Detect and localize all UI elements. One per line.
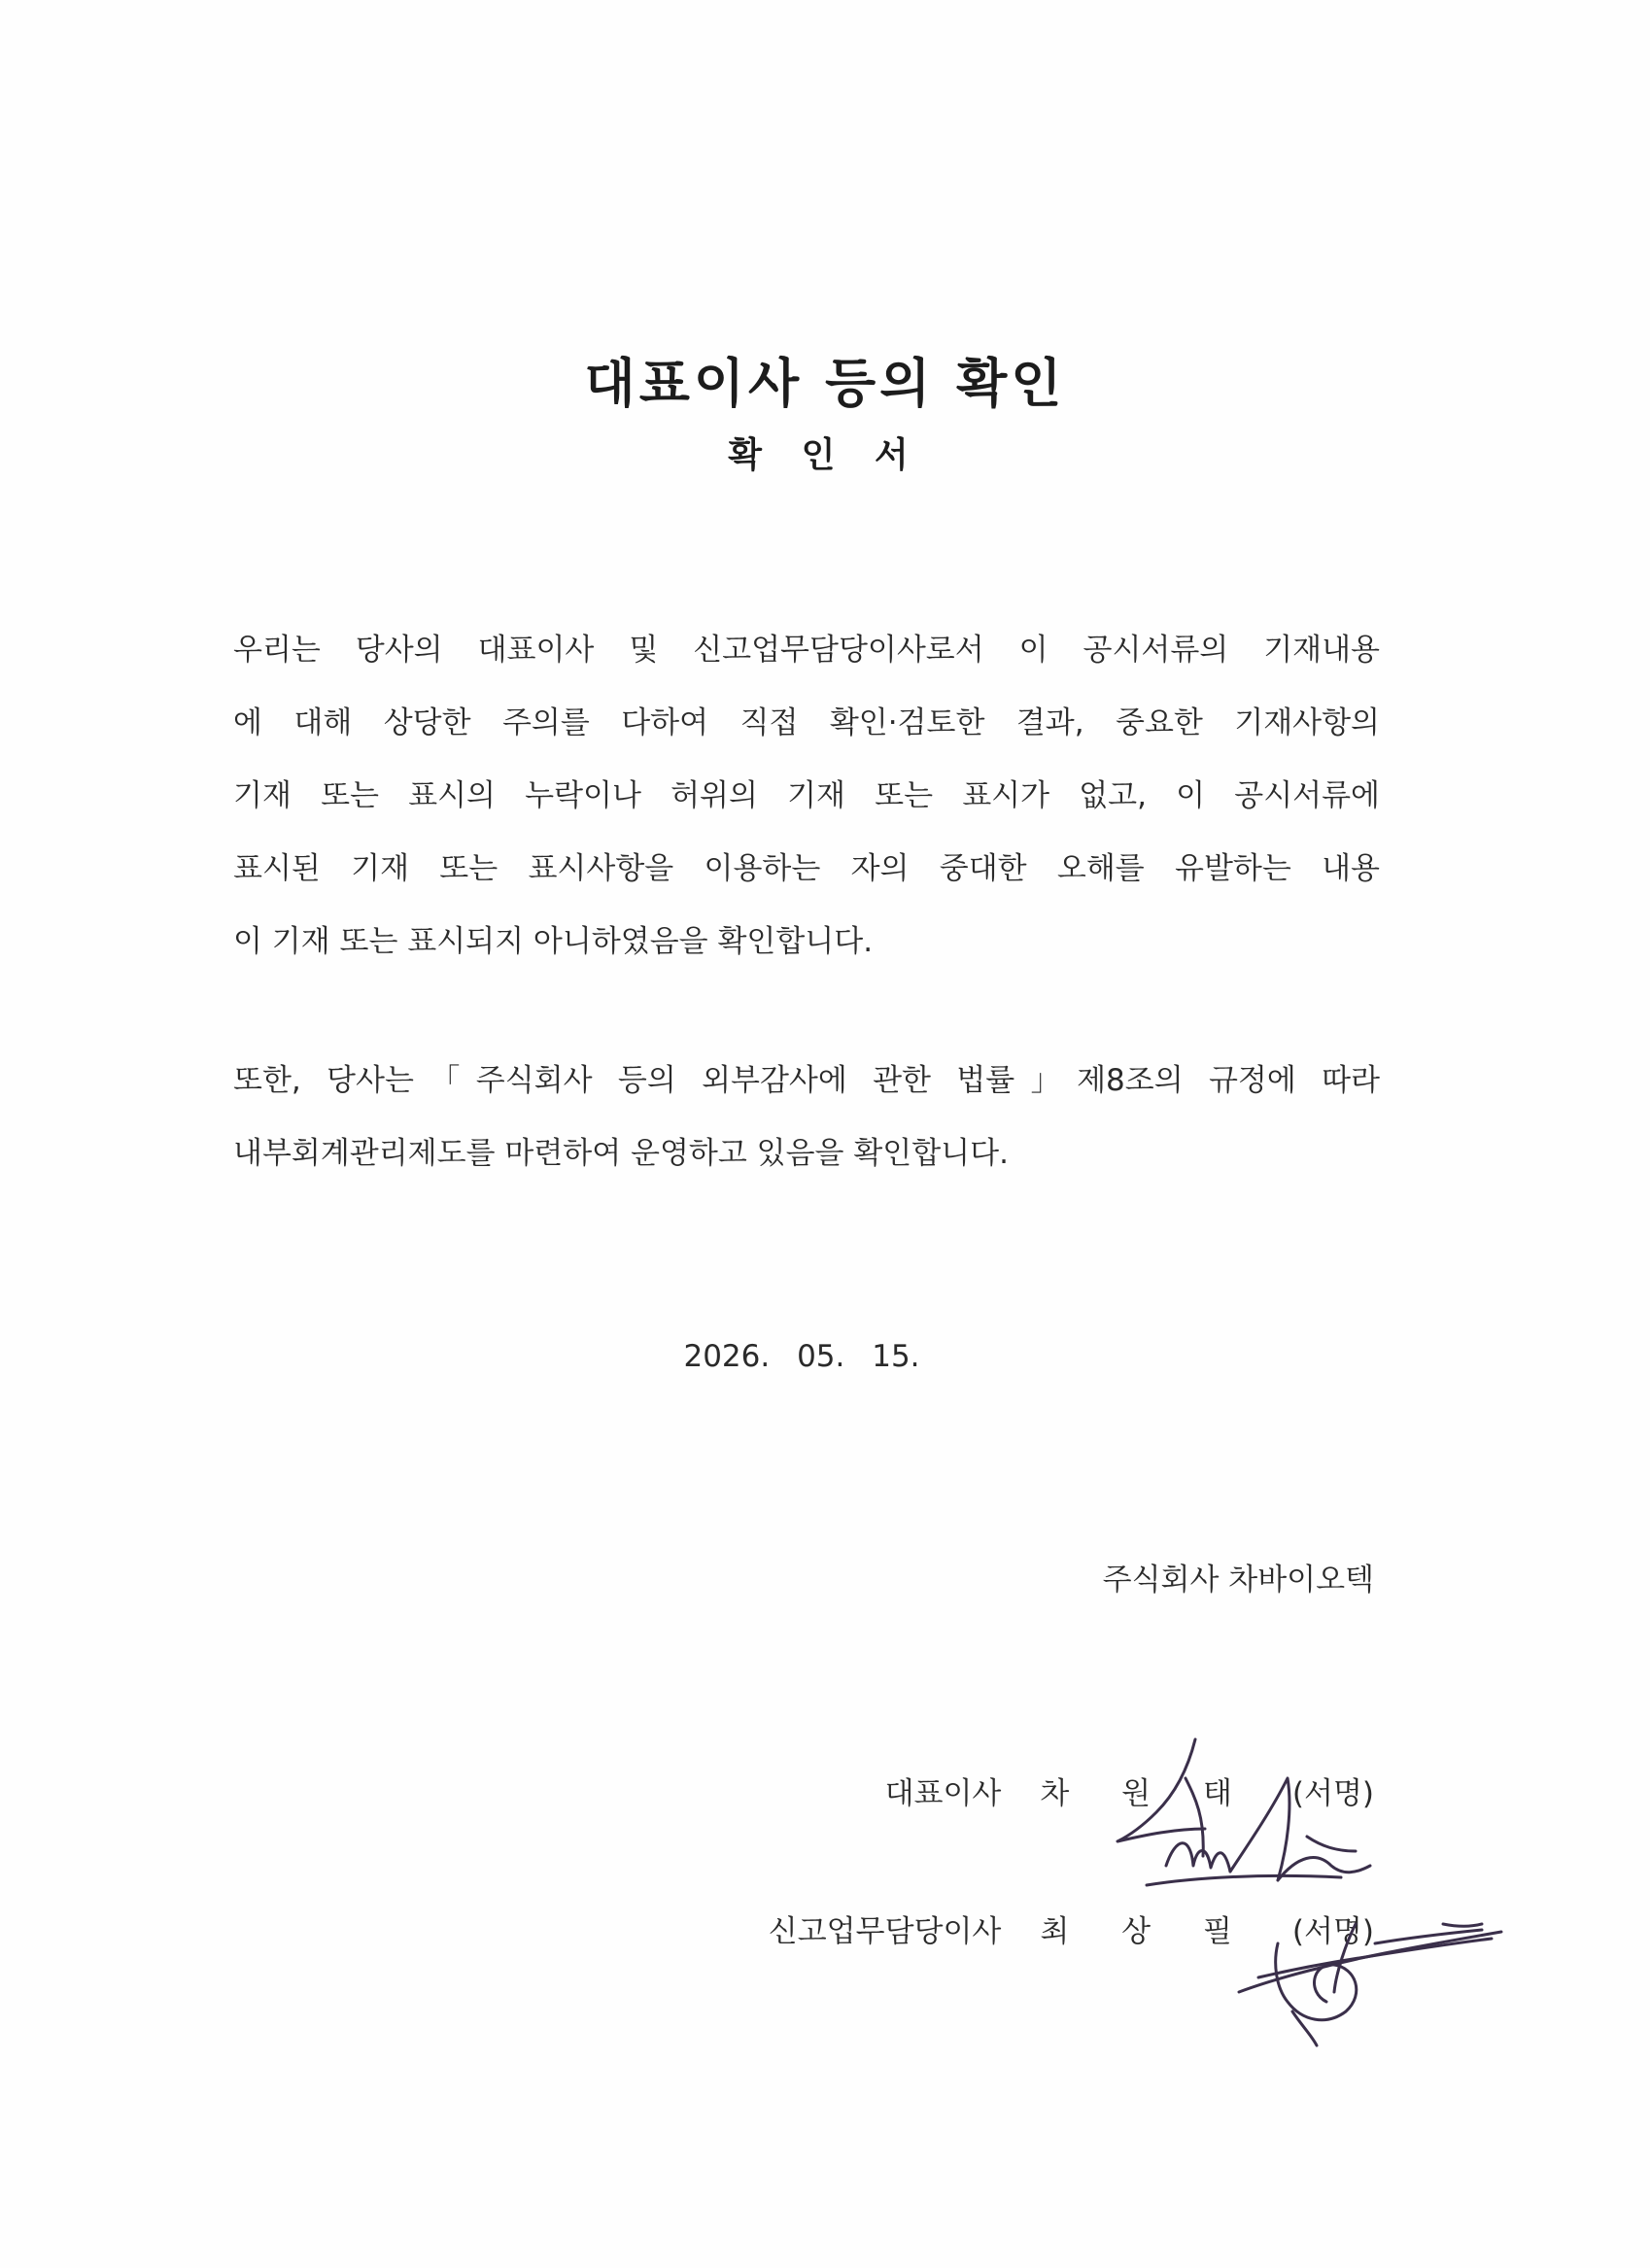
internal-control-paragraph [233,1045,1380,1190]
signatory-name: 최 상 필 [1040,1914,1254,1949]
paragraph-line: 이 기재 또는 표시되지 아니하였음을 확인합니다. [233,924,874,959]
document-subtitle: 확 인 서 [728,435,922,475]
signatory-role: 신고업무담당이사 [768,1914,1002,1949]
sign-label: (서명) [1291,1914,1374,1949]
sign-label: (서명) [1291,1776,1374,1811]
officer-handwritten-signature [1220,1885,1511,2050]
document-title: 대표이사 등의 확인 [584,353,1066,414]
paragraph-line: 내부회계관리제도를 마련하여 운영하고 있음을 확인합니다. [233,1136,1009,1171]
paragraph-line: 에 대해 상당한 주의를 다하여 직접 확인·검토한 결과, 중요한 기재사항의 [233,705,1380,740]
signatory-name: 차 원 태 [1040,1776,1254,1811]
paragraph-line: 기재 또는 표시의 누락이나 허위의 기재 또는 표시가 없고, 이 공시서류에 [233,778,1380,813]
company-name: 주식회사 차바이오텍 [1102,1563,1374,1598]
confirmation-paragraph [233,614,1380,979]
paragraph-line: 우리는 당사의 대표이사 및 신고업무담당이사로서 이 공시서류의 기재내용 [233,633,1380,668]
paragraph-line: 또한, 당사는「주식회사 등의 외부감사에 관한 법률」제8조의 규정에 따라 [233,1063,1380,1098]
signatory-role: 대표이사 [884,1776,1002,1811]
paragraph-line: 표시된 기재 또는 표시사항을 이용하는 자의 중대한 오해를 유발하는 내용 [233,851,1380,886]
document-date: 2026. 05. 15. [683,1339,920,1374]
